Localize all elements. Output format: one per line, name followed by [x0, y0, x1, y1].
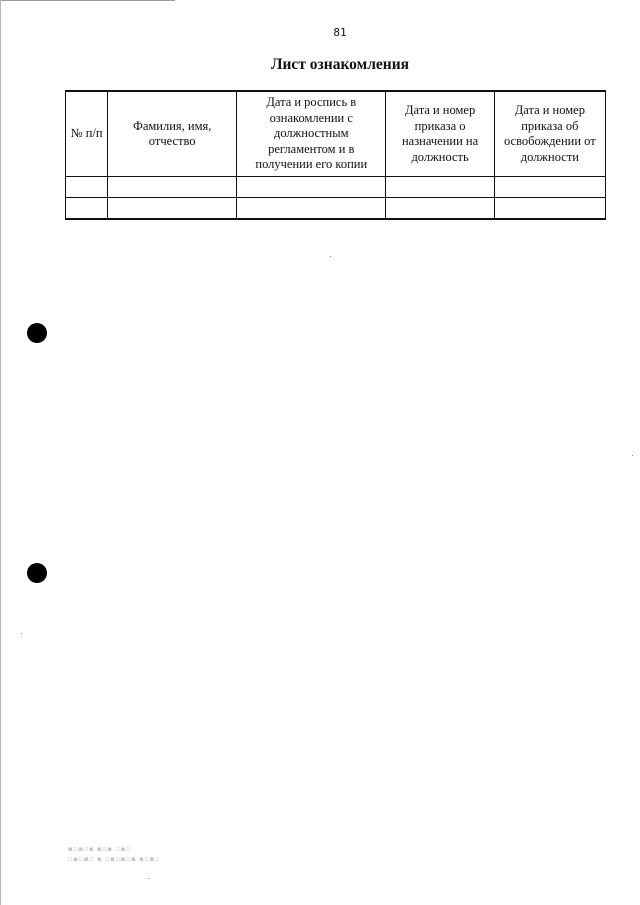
- scan-speck: [148, 878, 149, 879]
- scan-edge-left: [0, 0, 1, 905]
- table-cell: [108, 198, 237, 220]
- page-number: 81: [333, 26, 347, 39]
- scan-edge-top: [0, 0, 175, 1]
- table-cell: [66, 198, 108, 220]
- faded-stamp-line: ▫▪▫▪▫ ▪ ▫▪▫▪▫▪ ▪▫▪▫: [68, 855, 161, 863]
- header-number: № п/п: [66, 91, 108, 177]
- punch-hole: [27, 323, 47, 343]
- header-full-name: Фамилия, имя, отчество: [108, 91, 237, 177]
- table-row: [66, 177, 606, 198]
- scan-speck: [632, 455, 633, 456]
- table-header-row: [66, 91, 606, 177]
- scan-speck: [330, 256, 331, 257]
- table-cell: [494, 198, 605, 220]
- table-cell: [237, 177, 386, 198]
- acknowledgement-table: [65, 90, 606, 220]
- table-row: [66, 198, 606, 220]
- table-cell: [494, 177, 605, 198]
- header-appointment-order: Дата и номер приказа о назначении на должность: [386, 91, 494, 177]
- table-cell: [66, 177, 108, 198]
- table-cell: [386, 198, 494, 220]
- faded-stamp-line: ▪▫▪▫▪ ▪▫▪ ▫▪▫: [68, 845, 132, 853]
- table-cell: [386, 177, 494, 198]
- table-cell: [237, 198, 386, 220]
- table-cell: [108, 177, 237, 198]
- header-dismissal-order: Дата и номер приказа об освобождении от должности: [494, 91, 605, 177]
- scan-speck: [21, 633, 22, 634]
- header-signature-date: Дата и роспись в ознакомлении с должностным регламентом и в получении его копии: [237, 91, 386, 177]
- page-title: Лист ознакомления: [270, 56, 410, 73]
- punch-hole: [27, 563, 47, 583]
